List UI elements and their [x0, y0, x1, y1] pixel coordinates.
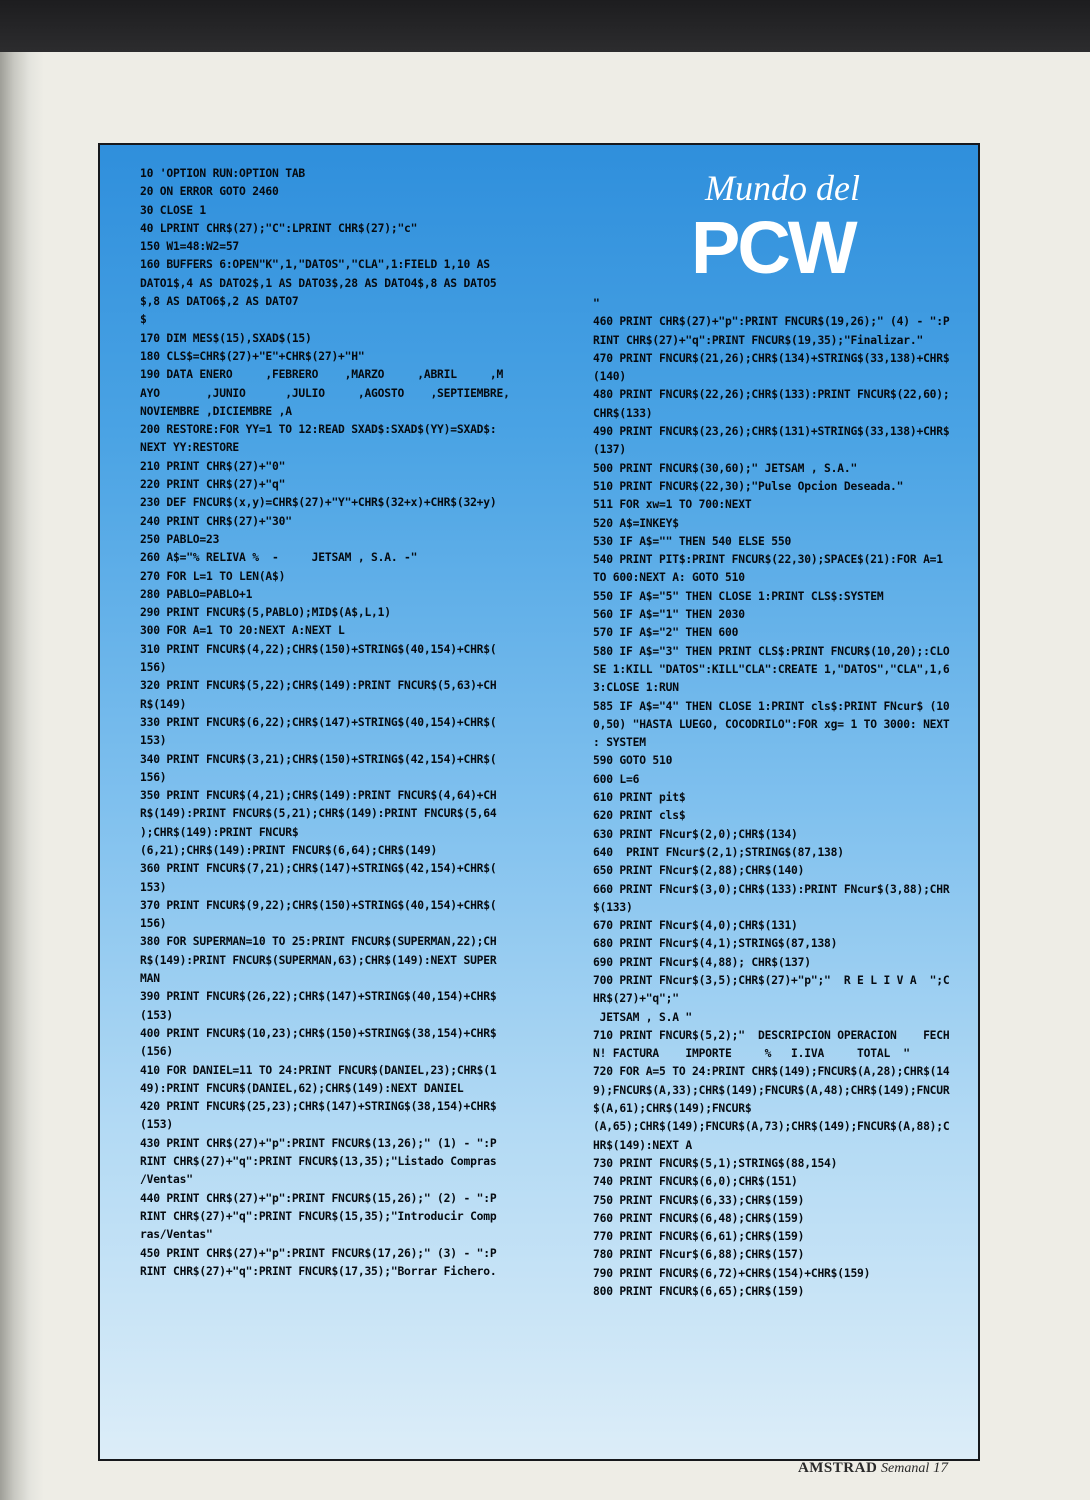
page-footer	[798, 1460, 948, 1477]
section-masthead	[685, 167, 885, 287]
listing-left-column: 10 'OPTION RUN:OPTION TAB 20 ON ERROR GOTO 2460 30 CLOSE 1 40 LPRINT CHR$(27);"C":LPRINT CHR$(27);"c" 150 W1=48:W2=57 160 BUFFERS 6:OPEN"K",1,"DATOS","CLA",1:FIELD 1,10 AS DATO1$,4 AS DATO2$,1 AS DATO3$,28 AS DATO4$,8 AS DATO5 $,8 AS DATO6$,2 AS DATO7 $ 170 DIM MES$(15),SXAD$(15) 180 CLS$=CHR$(27)+"E"+CHR$(27)+"H" 190 DATA ENERO ,FEBRERO ,MARZO ,ABRIL ,M AYO ,JUNIO ,JULIO ,AGOSTO ,SEPTIEMBRE, NOVIEMBRE ,DICIEMBRE ,A 200 RESTORE:FOR YY=1 TO 12:READ SXAD$:SXAD$(YY)=SXAD$: NEXT YY:RESTORE 210 PRINT CHR$(27)+"0" 220 PRINT CHR$(27)+"q" 230 DEF FNCUR$(x,y)=CHR$(27)+"Y"+CHR$(32+x)+CHR$(32+y) 240 PRINT CHR$(27)+"30" 250 PABLO=23 260 A$="% RELIVA % - JETSAM , S.A. -" 270 FOR L=1 TO LEN(A$) 280 PABLO=PABLO+1 290 PRINT FNCUR$(5,PABLO);MID$(A$,L,1) 300 FOR A=1 TO 20:NEXT A:NEXT L 310 PRINT FNCUR$(4,22);CHR$(150)+STRING$(40,154)+CHR$( 156) 320 PRINT FNCUR$(5,22);CHR$(149):PRINT FNCUR$(5,63)+CH R$(149) 330 PRINT FNCUR$(6,22);CHR$(147)+STRING$(40,154)+CHR$( 153) 340 PRINT FNCUR$(3,21);CHR$(150)+STRING$(42,154)+CHR$( 156) 350 PRINT FNCUR$(4,21);CHR$(149):PRINT FNCUR$(4,64)+CH R$(149):PRINT FNCUR$(5,21);CHR$(149):PRINT FNCUR$(5,64 );CHR$(149):PRINT FNCUR$ (6,21);CHR$(149):PRINT FNCUR$(6,64);CHR$(149) 360 PRINT FNCUR$(7,21);CHR$(147)+STRING$(42,154)+CHR$( 153) 370 PRINT FNCUR$(9,22);CHR$(150)+STRING$(40,154)+CHR$( 156) 380 FOR SUPERMAN=10 TO 25:PRINT FNCUR$(SUPERMAN,22);CH R$(149):PRINT FNCUR$(SUPERMAN,63);CHR$(149):NEXT SUPER MAN 390 PRINT FNCUR$(26,22);CHR$(147)+STRING$(40,154)+CHR$ (153) 400 PRINT FNCUR$(10,23);CHR$(150)+STRING$(38,154)+CHR$ (156) 410 FOR DANIEL=11 TO 24:PRINT FNCUR$(DANIEL,23);CHR$(1 49):PRINT FNCUR$(DANIEL,62);CHR$(149):NEXT DANIEL 420 PRINT FNCUR$(25,23);CHR$(147)+STRING$(38,154)+CHR$ (153) 430 PRINT CHR$(27)+"p":PRINT FNCUR$(13,26);" (1) - ":P RINT CHR$(27)+"q":PRINT FNCUR$(13,35);"Listado Compras /Ventas" 440 PRINT CHR$(27)+"p":PRINT FNCUR$(15,26);" (2) - ":P RINT CHR$(27)+"q":PRINT FNCUR$(15,35);"Introducir Comp ras/Ventas" 450 PRINT CHR$(27)+"p":PRINT FNCUR$(17,26);" (3) - ":P RINT CHR$(27)+"q":PRINT FNCUR$(17,35);"Borrar Fichero.	[140, 167, 510, 1278]
page-spine-shadow	[0, 52, 44, 1500]
listing-right-column: " 460 PRINT CHR$(27)+"p":PRINT FNCUR$(19,26);" (4) - ":P RINT CHR$(27)+"q":PRINT FNCUR$(19,35);"Finalizar." 470 PRINT FNCUR$(21,26);CHR$(134)+STRING$(33,138)+CHR$ (140) 480 PRINT FNCUR$(22,26);CHR$(133):PRINT FNCUR$(22,60); CHR$(133) 490 PRINT FNCUR$(23,26);CHR$(131)+STRING$(33,138)+CHR$ (137) 500 PRINT FNCUR$(30,60);" JETSAM , S.A." 510 PRINT FNCUR$(22,30);"Pulse Opcion Deseada." 511 FOR xw=1 TO 700:NEXT 520 A$=INKEY$ 530 IF A$="" THEN 540 ELSE 550 540 PRINT PIT$:PRINT FNCUR$(22,30);SPACE$(21):FOR A=1 TO 600:NEXT A: GOTO 510 550 IF A$="5" THEN CLOSE 1:PRINT CLS$:SYSTEM 560 IF A$="1" THEN 2030 570 IF A$="2" THEN 600 580 IF A$="3" THEN PRINT CLS$:PRINT FNCUR$(10,20);:CLO SE 1:KILL "DATOS":KILL"CLA":CREATE 1,"DATOS","CLA",1,6 3:CLOSE 1:RUN 585 IF A$="4" THEN CLOSE 1:PRINT cls$:PRINT FNcur$ (10 0,50) "HASTA LUEGO, COCODRILO":FOR xg= 1 TO 3000: NEXT : SYSTEM 590 GOTO 510 600 L=6 610 PRINT pit$ 620 PRINT cls$ 630 PRINT FNcur$(2,0);CHR$(134) 640 PRINT FNcur$(2,1);STRING$(87,138) 650 PRINT FNcur$(2,88);CHR$(140) 660 PRINT FNcur$(3,0);CHR$(133):PRINT FNcur$(3,88);CHR $(133) 670 PRINT FNcur$(4,0);CHR$(131) 680 PRINT FNcur$(4,1);STRING$(87,138) 690 PRINT FNcur$(4,88); CHR$(137) 700 PRINT FNcur$(3,5);CHR$(27)+"p";" R E L I V A ";C HR$(27)+"q";" JETSAM , S.A " 710 PRINT FNCUR$(5,2);" DESCRIPCION OPERACION FECH N! FACTURA IMPORTE % I.IVA TOTAL " 720 FOR A=5 TO 24:PRINT CHR$(149);FNCUR$(A,28);CHR$(14 9);FNCUR$(A,33);CHR$(149);FNCUR$(A,48);CHR$(149);FNCUR $(A,61);CHR$(149);FNCUR$ (A,65);CHR$(149);FNCUR$(A,73);CHR$(149);FNCUR$(A,88);C HR$(149):NEXT A 730 PRINT FNCUR$(5,1);STRING$(88,154) 740 PRINT FNCUR$(6,0);CHR$(151) 750 PRINT FNCUR$(6,33);CHR$(159) 760 PRINT FNCUR$(6,48);CHR$(159) 770 PRINT FNCUR$(6,61);CHR$(159) 780 PRINT FNcur$(6,88);CHR$(157) 790 PRINT FNCUR$(6,72)+CHR$(154)+CHR$(159) 800 PRINT FNCUR$(6,65);CHR$(159)	[593, 297, 950, 1299]
pcw-logo: PCW	[691, 206, 855, 289]
masthead-script-text: Mundo del	[705, 168, 860, 208]
footer-brand: AMSTRAD	[797, 1460, 878, 1476]
footer-edition: Semanal	[881, 1461, 930, 1476]
footer-page-number: 17	[933, 1460, 948, 1476]
scan-top-edge	[0, 0, 1090, 52]
program-listing-panel	[98, 143, 980, 1461]
